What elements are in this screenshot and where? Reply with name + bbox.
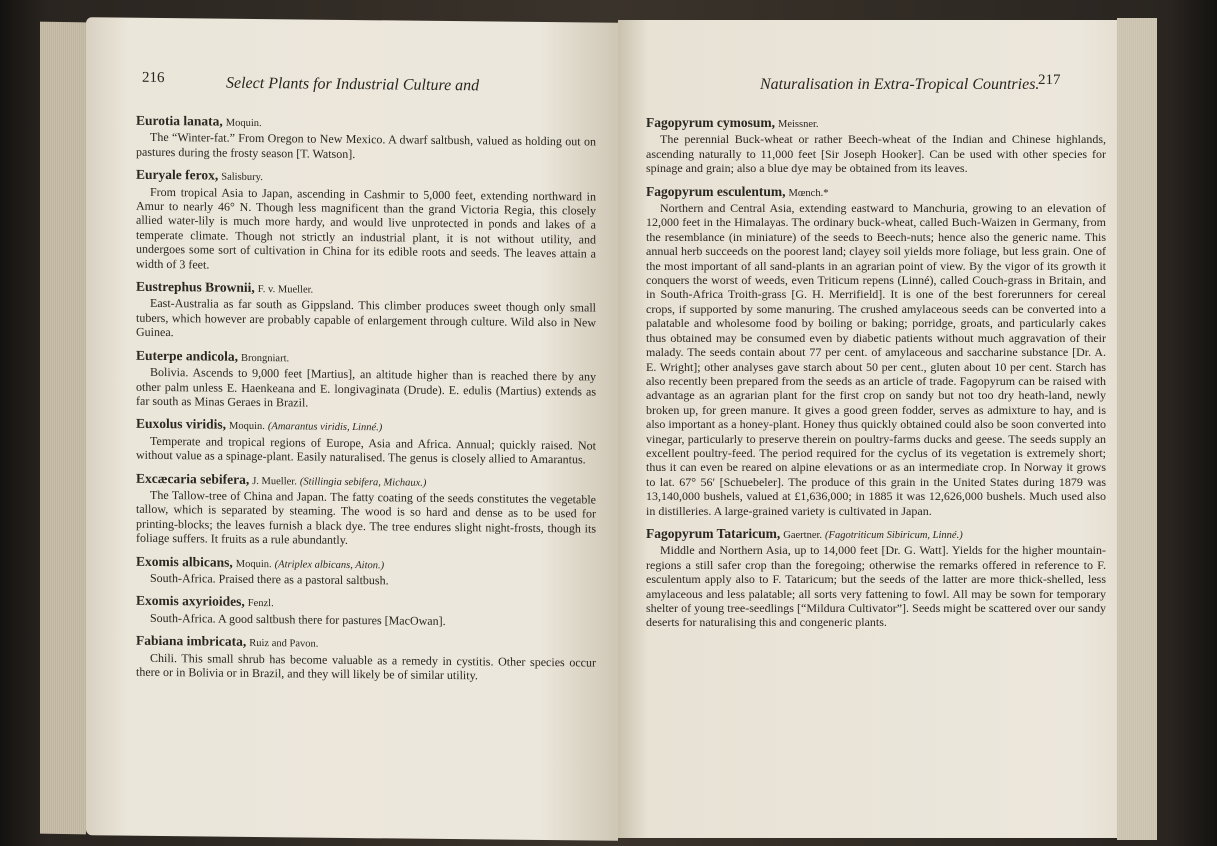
entry-excaecaria [136,471,596,550]
entry-euterpe [136,348,596,412]
left-running-head: Select Plants for Industrial Culture and [226,74,480,95]
left-page-edges [40,22,86,835]
entry-name: Fagopyrum Tataricum, [646,525,781,541]
entry-synonym: (Atriplex albicans, Aiton.) [274,558,385,571]
entry-name: Excæcaria sebifera, [136,470,250,487]
entry-fagopyrum-tataricum [646,527,1106,630]
right-column [646,116,1106,639]
left-column [136,114,596,693]
entry-author: Mœnch.* [788,187,829,199]
entry-author: Gaertner. [783,529,823,541]
entry-fagopyrum-esculentum [646,185,1106,518]
entry-text: Northern and Central Asia, extending eastward to Manchuria, growing to an elevation of 12,000 feet in the Himalayas. The ordinary buck-wheat, called Buch-Waizen in Germany, from the resemblance (in miniature) of the seeds to Beech-nuts; hence also the generic name. This annual herb succeeds on the poorest land; clayey soil yields more foliage, but less grain. One of the most important of all sand-plants in an agrarian point of view. By the vigor of its growth it conquers the worst of weeds, even Triticum repens (Linné), called Couch-grass in Britain, and in South-Africa Troith-grass [G. H. Merrifield]. It is one of the best forerunners for cereal crops, if supported by some manuring. The crushed amylaceous seeds can be converted into a palatable and wholesome food by boiling or baking; porridge, groats, and particularly cakes thus obtained may be consumed even by diabetic patients without much aggravation of their malady. The seeds contain about 77 per cent. of amylaceous and saccharine substance [Dr. A. E. Wright]; other analyses gave starch about 50 per cent., gluten about 10 per cent. Starch has also recently been prepared from the seeds as an article of trade. Fagopyrum can be raised with advantage as an agrarian plant for the first crop on sandy but not too dry heath-land, newly broken up, for green manure. It gives a good green fodder, serves as admixture to hay, and is also important as a honey-plant. Honey thus quickly obtained could also be soon converted into vinegar, particularly to preserve therein on poultry-farms ducks and geese. The seeds supply an excellent poultry-feed. The period required for the cyclus of its vegetation is extremely short; thus it can even be reared on alpine elevations or as an intermediate crop. In Norway it grows to lat. 67° 56′ [Schuebeler]. The produce of this grain in the United States during 1879 was 13,140,000 bushels, valued at £1,636,000; in 1885 it was 12,626,000 bushels. Much used also in distilleries. A large-grained variety is cultivated in Japan. [646,201,1106,518]
entry-text: South-Africa. Praised there as a pastoral saltbush. [150,570,389,588]
left-page-number: 216 [142,69,165,87]
right-page-number: 217 [1038,72,1061,88]
right-page [618,20,1130,838]
entry-name: Exomis axyrioides, [136,593,245,610]
entry-name: Euryale ferox, [136,166,219,183]
entry-synonym: (Fagotriticum Sibiricum, Linné.) [825,529,963,541]
entry-author: Fenzl. [247,598,274,610]
entry-text: The “Winter-fat.” From Oregon to New Mexico. A dwarf saltbush, valued as holding out on pastures during the frosty season [T. Watson]. [136,130,596,161]
entry-author: Moquin. [229,421,265,433]
entry-text: From tropical Asia to Japan, ascending in Cashmir to 5,000 feet, extending northward in Amur to nearly 46° N. Though less magnificent than the grand Victoria Regia, this closely allied water-lily is much more hardy, and would live unprotected in ponds and lakes of a temperate climate. Though not strictly an industrial plant, it is not without utility, and undergoes some sort of cultivation in China for its edible roots and seeds. The leaves attain a width of 3 feet. [136,184,596,272]
right-page-edges [1117,18,1157,840]
entry-author: Moquin. [235,558,272,570]
entry-exomis-albicans [136,554,596,590]
entry-euxolus [136,417,596,467]
entry-name: Fabiana imbricata, [136,632,247,650]
left-page [86,17,618,841]
entry-author: F. v. Mueller. [257,284,314,296]
entry-text: Middle and Northern Asia, up to 14,000 feet [Dr. G. Watt]. Yields for the higher mountain-regions a still safer crop than the foregoing; otherwise the remarks offered in reference to F. esculentum apply also to F. Tataricum; but the seeds of the latter are more thick-shelled, less amylaceous and less palatable; all sorts very fattening to fowl. All may be sown for temporary shelter of young tree-seedlings [“Mildura Cultivator”]. Seeds might be scattered over our sandy deserts for naturalising this and congeneric plants. [646,543,1106,630]
entry-euryale [136,168,596,276]
entry-name: Fagopyrum esculentum, [646,183,786,199]
entry-text: Temperate and tropical regions of Europe, Asia and Africa. Annual; quickly raised. Not without value as a spinage-plant. Easily naturalised. The genus is closely allied to Amarantus. [136,433,596,467]
entry-author: Salisbury. [221,171,263,184]
entry-author: J. Mueller. [252,475,297,487]
entry-fabiana [136,634,596,684]
entry-eurotia [136,114,596,164]
entry-author: Moquin. [225,117,262,130]
entry-synonym: (Amarantus viridis, Linné.) [267,421,383,434]
entry-text: Chili. This small shrub has become valuable as a remedy in cystitis. Other species occur there or in Bolivia or in Brazil, and they will likely be of similar utility. [136,650,596,683]
entry-text: The Tallow-tree of China and Japan. The fatty coating of the seeds constitutes the vegetable tallow, which is separated by steaming. The wood is so hard and dense as to be used for printing-blocks; the leaves furnish a black dye. The tree endures slight night-frosts, though its foliage suffers. It fruits as a rule abundantly. [136,487,596,548]
entry-author: Meissner. [778,119,819,130]
entry-synonym: (Stillingia sebifera, Michaux.) [299,475,427,489]
entry-text: South-Africa. A good saltbush there for pastures [MacOwan]. [150,610,446,628]
entry-fagopyrum-cymosum [646,116,1106,176]
entry-name: Eustrephus Brownii, [136,278,255,296]
entry-text: East-Australia as far south as Gippsland. This climber produces sweet though only small tubers, which however are probably capable of enlargement through culture. Wild also in New Guinea. [136,296,596,340]
entry-name: Euxolus viridis, [136,416,227,432]
entry-eustrephus [136,280,596,344]
entry-author: Ruiz and Pavon. [249,638,319,650]
entry-name: Eurotia lanata, [136,112,223,129]
right-running-head: Naturalisation in Extra-Tropical Countries. [760,76,1040,93]
entry-text: Bolivia. Ascends to 9,000 feet [Martius], an altitude higher than is reached there by any other palm unless E. Haenkeana and E. longivaginata (Drude). E. edulis (Martius) extends as far south as Minas Geraes in Brazil. [136,364,596,410]
entry-exomis-axyrioides [136,594,596,630]
entry-author: Brongniart. [241,352,290,365]
entry-name: Euterpe andicola, [136,347,239,364]
entry-text: The perennial Buck-wheat or rather Beech-wheat of the Indian and Chinese highlands, ascending naturally to 11,000 feet [Sir Joseph Hooker]. Can be used with other species for spinage and grain; also a blue dye may be obtained from its leaves. [646,132,1106,176]
entry-name: Fagopyrum cymosum, [646,115,775,130]
entry-name: Exomis albicans, [136,553,233,570]
